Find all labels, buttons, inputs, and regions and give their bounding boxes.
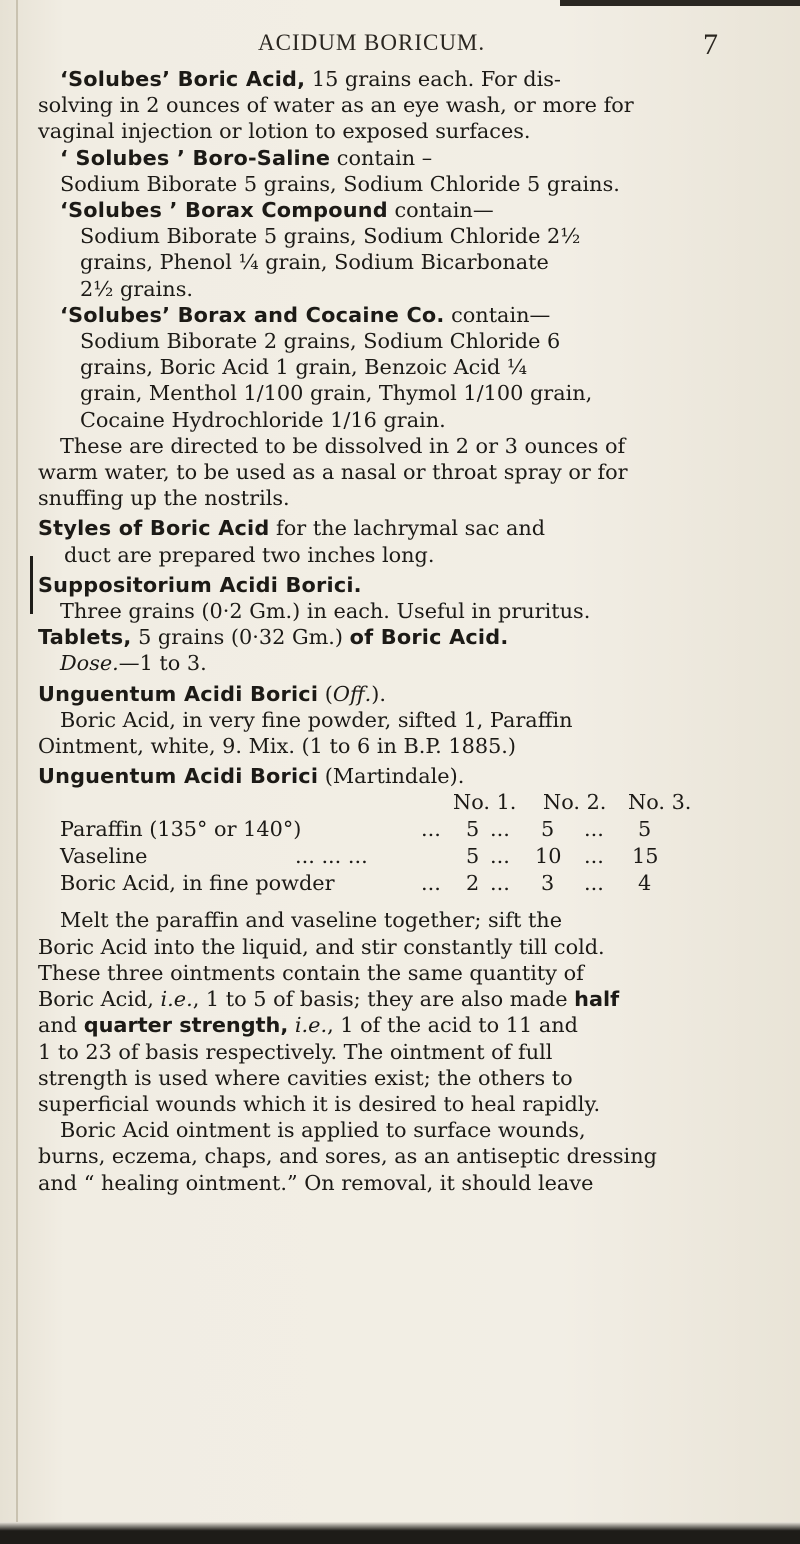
left-margin-rule: [16, 0, 18, 1544]
suppositorium-entry: Suppositorium Acidi Borici. Three grains (0·2 Gm.) in each. Useful in pruritus.: [38, 572, 591, 624]
entry-heading: ‘Solubes’ Boric Acid,: [60, 67, 306, 91]
margin-bar: [30, 556, 33, 614]
page-body: [38, 66, 772, 1196]
bottom-edge-shadow: [0, 1522, 800, 1544]
entry-heading: ‘Solubes ’ Borax Compound: [60, 198, 388, 223]
column-header: No. 2.: [543, 790, 607, 815]
solubes-borax-compound-entry: ‘Solubes ’ Borax Compound contain— Sodium Biborate 5 grains, Sodium Chloride 2½ grains, Phenol ¼ grain, Sodium Bicarbonate 2½ grains.: [60, 198, 581, 301]
top-edge-rule: [560, 0, 800, 6]
tablets-entry: Tablets, 5 grains (0·32 Gm.) of Boric Acid. Dose.—1 to 3.: [38, 625, 509, 676]
column-header: No. 1.: [453, 790, 517, 815]
page-number: 7: [703, 28, 718, 61]
application-paragraph: Boric Acid ointment is applied to surface wounds, burns, eczema, chaps, and sores, as an antiseptic dressing and “ healing ointment.” On removal, it should leave: [38, 1118, 657, 1195]
solubes-boro-saline-entry: ‘ Solubes ’ Boro-Saline contain – Sodium Biborate 5 grains, Sodium Chloride 5 grains.: [60, 145, 620, 196]
unguentum-off-entry: Unguentum Acidi Borici (Off.). Boric Acid, in very fine powder, sifted 1, Paraffin Ointment, white, 9. Mix. (1 to 6 in B.P. 1885.): [38, 681, 573, 759]
table-row: Vaseline ... ... ... 5 ... 10 ... 15: [60, 844, 659, 869]
table-row: Boric Acid, in fine powder ... 2 ... 3 ... 4: [60, 871, 652, 896]
method-paragraph: Melt the paraffin and vaseline together; sift the Boric Acid into the liquid, and stir constantly till cold. These three ointments contain the same quantity of Boric Acid, i.e., 1 to 5 of basis; they are also made half and quarter strength, i.e., 1 of the acid to 11 and 1 to 23 of basis respectively. The ointment of full strength is used where cavities exist; the others to superficial wounds which it is desired to heal rapidly.: [38, 908, 620, 1116]
entry-heading: Tablets,: [38, 625, 132, 650]
formula-table: [38, 789, 772, 907]
table-row: Paraffin (135° or 140°) ... 5 ... 5 ... 5: [60, 817, 652, 842]
unguentum-martindale-entry: Unguentum Acidi Borici (Martindale). No. 1. No. 2. No. 3. Paraffin (135° or 140°) ... 5 ... 5 ... 5 Vaseline ... ... ... 5 ... 10 ... 15 Boric Acid, in fine powder ... 2 ... 3 ... 4: [38, 763, 772, 907]
solubes-borax-cocaine-entry: ‘Solubes’ Borax and Cocaine Co. contain— Sodium Biborate 2 grains, Sodium Chloride 6 grains, Boric Acid 1 grain, Benzoic Acid ¼ grain, Menthol 1/100 grain, Thymol 1/100 grain, Cocaine Hydrochloride 1/16 grain. These are directed to be dissolved in 2 or 3 ounces of warm water, to be used as a nasal or throat spray or for snuffing up the nostrils.: [38, 302, 628, 511]
entry-heading: ‘Solubes’ Borax and Cocaine Co.: [60, 302, 445, 327]
column-header: No. 3.: [628, 790, 692, 815]
entry-heading: Unguentum Acidi Borici: [38, 681, 319, 706]
entry-heading: Styles of Boric Acid: [38, 516, 270, 541]
solubes-boric-acid-entry: ‘Solubes’ Boric Acid, 15 grains each. For dis- solving in 2 ounces of water as an eye wash, or more for vaginal injection or lotion to exposed surfaces.: [38, 67, 634, 144]
entry-heading: Unguentum Acidi Borici: [38, 764, 319, 789]
entry-heading: Suppositorium Acidi Borici.: [38, 572, 362, 597]
entry-heading: ‘ Solubes ’ Boro-Saline: [60, 145, 331, 170]
styles-boric-acid-entry: Styles of Boric Acid for the lachrymal sac and duct are prepared two inches long.: [38, 516, 546, 567]
dose-label: Dose.: [60, 651, 119, 676]
running-head: ACIDUM BORICUM.: [258, 30, 486, 55]
